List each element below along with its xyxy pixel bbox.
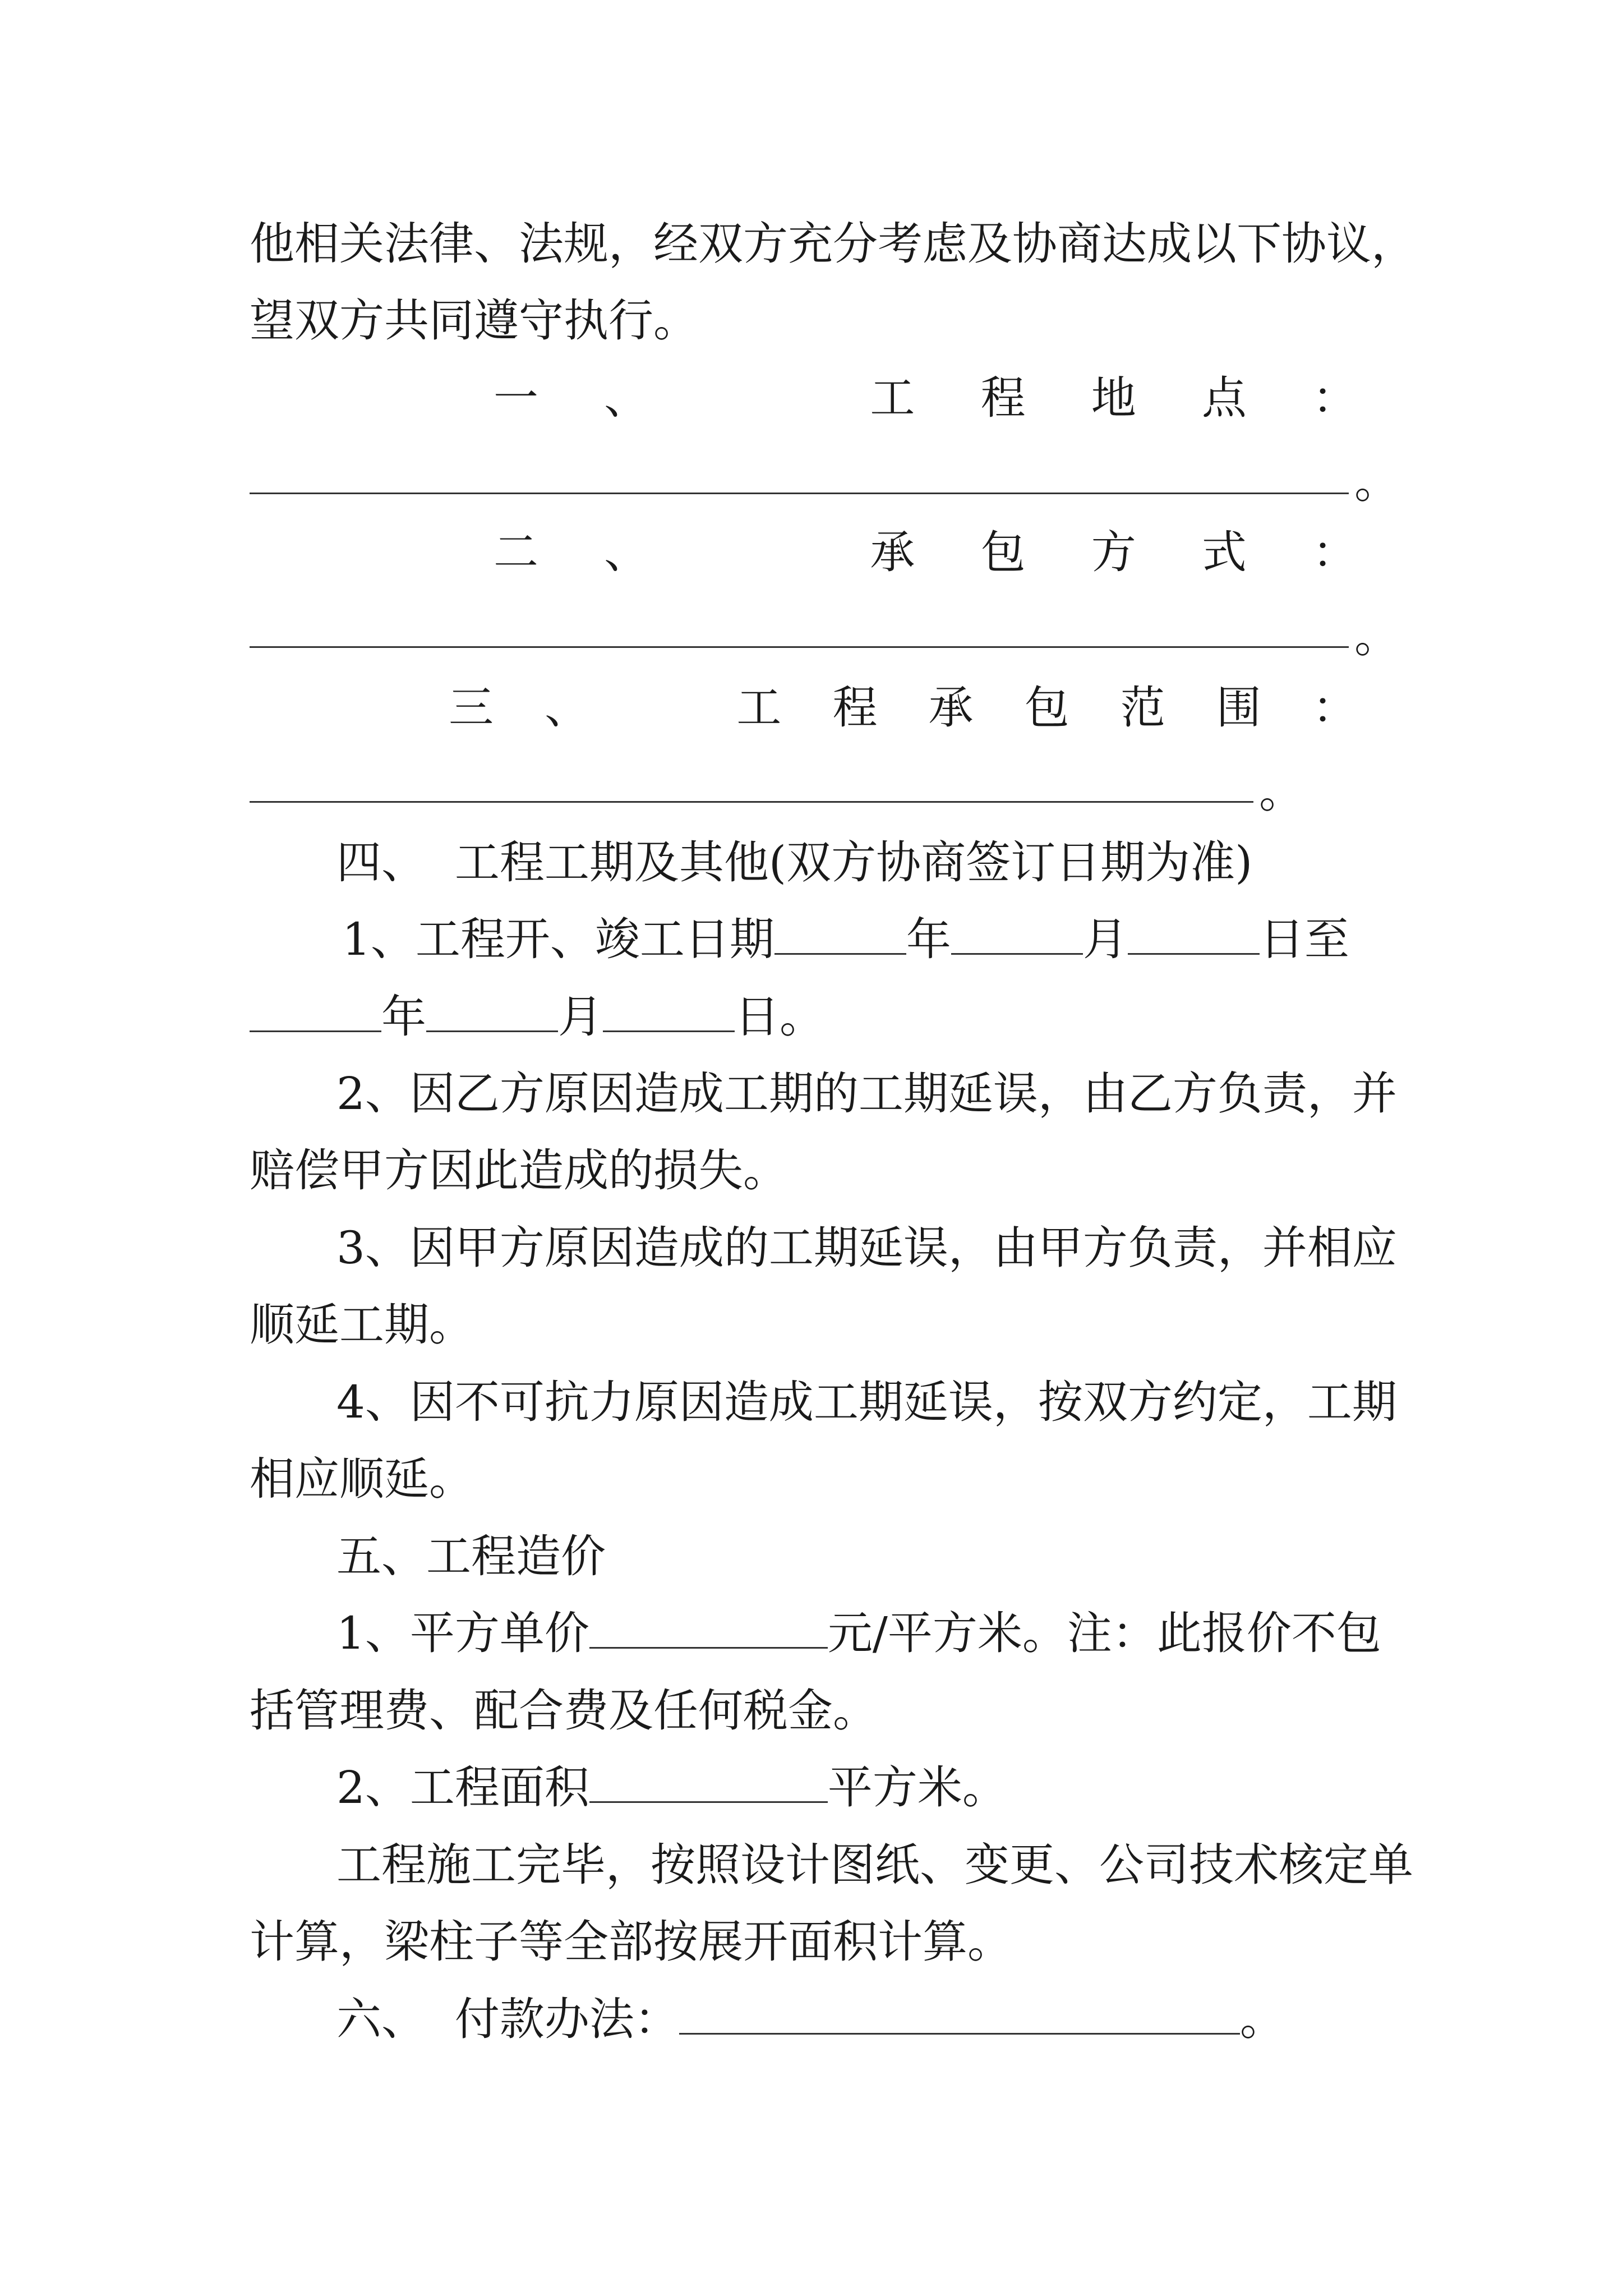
start-day-blank[interactable] [1128, 913, 1260, 955]
s2-char: 、 [604, 526, 649, 578]
section-1-heading [494, 370, 1357, 426]
section-5-title: 五、工程造价 [336, 1530, 606, 1582]
year-label: 年 [906, 913, 951, 965]
s4-item-4-line-2: 相应顺延。 [250, 1453, 474, 1505]
day-to-label: 日至 [1259, 913, 1349, 965]
s4-item-1-label: 1、工程开、竣工日期 [342, 913, 774, 965]
s1-char: 一 [494, 372, 538, 424]
s4-item-1-line-2 [250, 989, 1394, 1045]
start-year-blank[interactable] [774, 913, 906, 955]
s1-char: ： [1312, 372, 1357, 424]
s1-char: 程 [980, 372, 1026, 424]
s4-item-3-line-1: 3、因甲方原因造成的工期延误，由甲方负责，并相应 [336, 1222, 1397, 1274]
s3-char: 范 [1120, 682, 1165, 734]
intro-line-1: 他相关法律、法规，经双方充分考虑及协商达成以下协议， [250, 218, 1416, 270]
payment-blank[interactable] [679, 1993, 1240, 2035]
day-end-label: 日。 [735, 991, 824, 1043]
s3-char: 、 [545, 682, 590, 734]
s5-calc-line-1: 工程施工完毕，按照设计图纸、变更、公司技术核定单 [336, 1839, 1413, 1891]
section-2-heading [494, 524, 1357, 581]
intro-line-2: 望双方共同遵守执行。 [250, 295, 698, 347]
s2-char: 式 [1201, 526, 1247, 578]
s4-item-4-line-1: 4、因不可抗力原因造成工期延误，按双方约定，工期 [336, 1376, 1397, 1428]
s3-char: 程 [832, 682, 878, 734]
end-month-blank[interactable] [426, 990, 558, 1032]
s4-item-2-line-1: 2、因乙方原因造成工期的工期延误，由乙方负责，并 [336, 1068, 1397, 1120]
section-6 [336, 1991, 1481, 2047]
s4-item-3-line-2: 顺延工期。 [250, 1299, 474, 1351]
s2-char: 承 [870, 526, 915, 578]
area-label: 2、工程面积 [336, 1761, 589, 1814]
start-month-blank[interactable] [951, 913, 1083, 955]
s5-item-1-line-2: 括管理费、配合费及任何税金。 [250, 1685, 878, 1737]
s3-fill-blank[interactable] [250, 801, 1253, 803]
s2-char: 包 [980, 526, 1026, 578]
s1-char: 地 [1091, 372, 1136, 424]
s3-char: 围 [1216, 682, 1261, 734]
s2-fill-blank[interactable] [250, 646, 1349, 648]
end-day-blank[interactable] [603, 990, 735, 1032]
s3-char: ： [1312, 682, 1357, 734]
s3-period: 。 [1259, 766, 1304, 818]
s1-char: 工 [870, 372, 915, 424]
end-year-blank[interactable] [250, 990, 381, 1032]
year-label: 年 [381, 991, 426, 1043]
s1-fill-blank[interactable] [250, 493, 1349, 494]
s4-item-2-line-2: 赔偿甲方因此造成的损失。 [250, 1144, 788, 1197]
s2-char: 二 [494, 526, 538, 578]
payment-label: 六、 付款办法： [336, 1993, 679, 2045]
month-label: 月 [1082, 913, 1128, 965]
month-label: 月 [558, 991, 603, 1043]
s5-calc-line-2: 计算，梁柱子等全部按展开面积计算。 [250, 1916, 1012, 1968]
s5-item-2 [336, 1760, 1481, 1816]
payment-period: 。 [1239, 1993, 1285, 2045]
s1-char: 、 [604, 372, 649, 424]
s1-period: 。 [1354, 456, 1399, 508]
s3-char: 工 [736, 682, 782, 734]
area-unit: 平方米。 [827, 1761, 1007, 1814]
s3-char: 承 [928, 682, 974, 734]
s2-char: ： [1312, 526, 1357, 578]
section-3-heading [449, 680, 1357, 736]
s3-char: 三 [449, 682, 494, 734]
s3-char: 包 [1024, 682, 1069, 734]
s2-period: 。 [1354, 610, 1399, 662]
s5-item-1-line-1 [336, 1605, 1481, 1662]
unit-price-blank[interactable] [589, 1607, 828, 1649]
area-blank[interactable] [589, 1761, 828, 1803]
section-4-title: 四、 工程工期及其他(双方协商签订日期为准) [336, 836, 1253, 889]
s2-char: 方 [1091, 526, 1136, 578]
unit-price-note: 元/平方米。注：此报价不包 [827, 1607, 1381, 1659]
s1-char: 点 [1201, 372, 1247, 424]
unit-price-label: 1、平方单价 [336, 1607, 589, 1659]
s4-item-1-line-1 [342, 912, 1486, 968]
